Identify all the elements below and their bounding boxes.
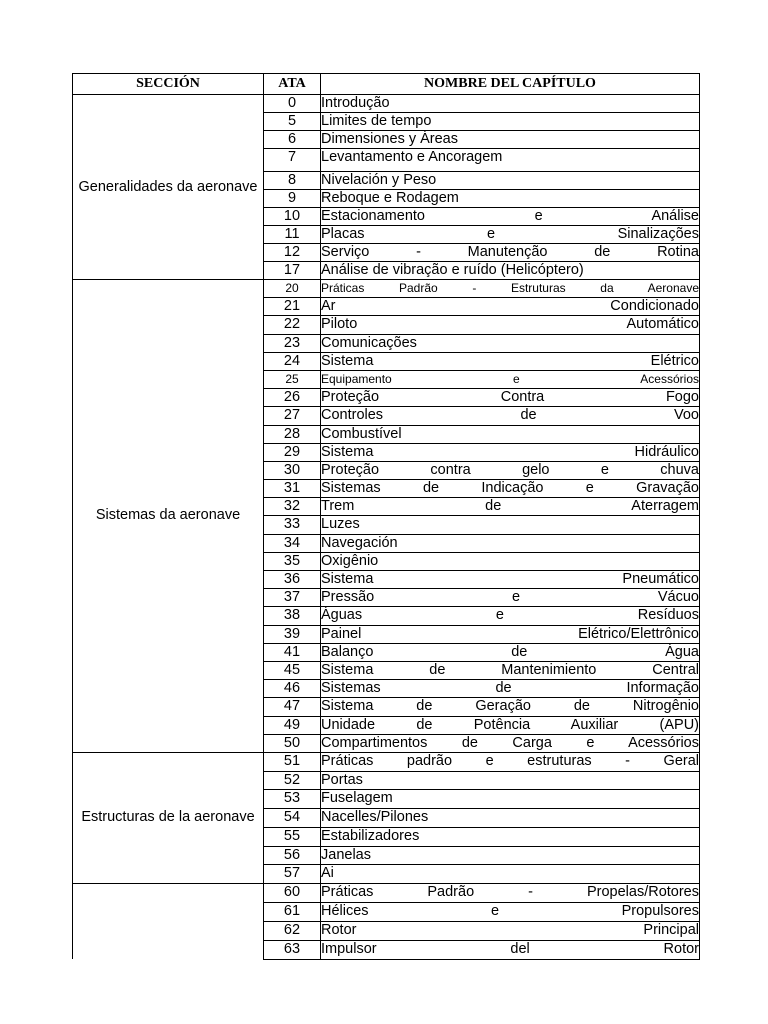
table-row bbox=[73, 95, 700, 113]
chapter-name-cell: Dimensiones y Áreas bbox=[321, 131, 700, 149]
chapter-name-cell: Compartimentos de Carga e Acessórios bbox=[321, 734, 699, 751]
ata-cell: 10 bbox=[264, 208, 321, 226]
chapter-name-cell: Oxigênio bbox=[321, 552, 700, 570]
chapter-name-cell: Piloto Automático bbox=[321, 316, 699, 333]
chapter-name-cell: Análise de vibração e ruído (Helicóptero) bbox=[321, 262, 700, 280]
section-cell bbox=[73, 883, 264, 959]
ata-cell: 52 bbox=[264, 771, 321, 789]
section-group bbox=[73, 883, 700, 959]
ata-cell: 9 bbox=[264, 190, 321, 208]
chapter-name-cell: Ai bbox=[321, 864, 700, 883]
chapter-name-cell: Sistema Elétrico bbox=[321, 352, 699, 369]
ata-cell: 30 bbox=[264, 461, 321, 479]
chapter-name-cell: Rotor Principal bbox=[321, 921, 700, 940]
chapter-name-cell: Controles de Voo bbox=[321, 407, 699, 424]
ata-cell: 46 bbox=[264, 680, 321, 698]
ata-cell: 21 bbox=[264, 298, 321, 316]
section-cell: Estructuras de la aeronave bbox=[73, 752, 264, 883]
chapter-name-cell: Proteção contra gelo e chuva bbox=[321, 461, 699, 478]
ata-cell: 57 bbox=[264, 864, 321, 883]
chapter-name-cell: Comunicações bbox=[321, 334, 700, 352]
chapter-name-cell: Introdução bbox=[321, 95, 700, 113]
chapter-name-cell: Estacionamento e Análise bbox=[321, 208, 699, 224]
section-cell: Sistemas da aeronave bbox=[73, 280, 264, 753]
chapter-name-cell: Ar Condicionado bbox=[321, 298, 699, 315]
chapter-name-cell: Portas bbox=[321, 771, 700, 789]
ata-cell: 23 bbox=[264, 334, 321, 352]
chapter-name-cell: Janelas bbox=[321, 846, 700, 864]
ata-cell: 34 bbox=[264, 534, 321, 552]
ata-cell: 12 bbox=[264, 244, 321, 262]
ata-cell: 5 bbox=[264, 113, 321, 131]
table-row bbox=[73, 883, 700, 902]
ata-cell: 27 bbox=[264, 407, 321, 425]
chapter-name-cell: Sistema Hidráulico bbox=[321, 443, 699, 460]
ata-cell: 54 bbox=[264, 808, 321, 827]
ata-cell: 62 bbox=[264, 921, 321, 940]
ata-cell: 45 bbox=[264, 661, 321, 679]
section-group bbox=[73, 280, 700, 753]
header-ata: ATA bbox=[264, 74, 321, 95]
ata-cell: 38 bbox=[264, 607, 321, 625]
chapter-name-cell: Placas e Sinalizações bbox=[321, 226, 699, 242]
ata-cell: 39 bbox=[264, 625, 321, 643]
chapter-name-cell: Nacelles/Pilones bbox=[321, 808, 700, 827]
header-section: SECCIÓN bbox=[73, 74, 264, 95]
ata-cell: 32 bbox=[264, 498, 321, 516]
section-group bbox=[73, 95, 700, 280]
ata-cell: 36 bbox=[264, 571, 321, 589]
chapter-name-cell: Práticas Padrão - Propelas/Rotores bbox=[321, 883, 700, 902]
chapter-name-cell: Trem de Aterragem bbox=[321, 498, 699, 515]
chapter-name-cell: Proteção Contra Fogo bbox=[321, 389, 699, 406]
section-cell: Generalidades da aeronave bbox=[73, 95, 264, 280]
ata-cell: 31 bbox=[264, 480, 321, 498]
ata-cell: 24 bbox=[264, 352, 321, 370]
ata-cell: 56 bbox=[264, 846, 321, 864]
ata-cell: 8 bbox=[264, 172, 321, 190]
ata-cell: 50 bbox=[264, 734, 321, 752]
ata-cell: 22 bbox=[264, 316, 321, 334]
chapter-name-cell: Sistemas de Informação bbox=[321, 680, 699, 697]
chapter-name-cell: Sistemas de Indicação e Gravação bbox=[321, 480, 699, 497]
chapter-name-cell: Unidade de Potência Auxiliar (APU) bbox=[321, 716, 699, 733]
chapter-name-cell: Hélices e Propulsores bbox=[321, 902, 700, 921]
ata-cell: 53 bbox=[264, 789, 321, 808]
ata-chapter-table bbox=[72, 73, 700, 960]
ata-cell: 33 bbox=[264, 516, 321, 534]
ata-cell: 7 bbox=[264, 149, 321, 172]
table-row bbox=[73, 752, 700, 771]
header-chapter-name: NOMBRE DEL CAPÍTULO bbox=[321, 74, 700, 95]
ata-cell: 63 bbox=[264, 940, 321, 959]
chapter-name-cell: Painel Elétrico/Elettrônico bbox=[321, 625, 699, 642]
chapter-name-cell: Levantamento e Ancoragem bbox=[321, 149, 700, 172]
chapter-name-cell: Sistema de Geração de Nitrogênio bbox=[321, 698, 699, 715]
ata-cell: 29 bbox=[264, 443, 321, 461]
ata-cell: 51 bbox=[264, 752, 321, 771]
ata-cell: 26 bbox=[264, 389, 321, 407]
chapter-name-cell: Práticas padrão e estruturas - Geral bbox=[321, 752, 700, 771]
ata-cell: 47 bbox=[264, 698, 321, 716]
chapter-name-cell: Impulsor del Rotor bbox=[321, 940, 700, 959]
chapter-name-cell: Equipamento e Acessórios bbox=[321, 370, 700, 388]
chapter-name-cell: Luzes bbox=[321, 516, 700, 534]
ata-cell: 55 bbox=[264, 827, 321, 846]
chapter-name-cell: Balanço de Água bbox=[321, 643, 699, 660]
ata-cell: 41 bbox=[264, 643, 321, 661]
ata-cell: 37 bbox=[264, 589, 321, 607]
ata-cell: 25 bbox=[264, 370, 321, 388]
chapter-name-cell: Práticas Padrão - Estruturas da Aeronave bbox=[321, 280, 700, 298]
ata-cell: 20 bbox=[264, 280, 321, 298]
chapter-name-cell: Estabilizadores bbox=[321, 827, 700, 846]
chapter-name-cell: Limites de tempo bbox=[321, 113, 700, 131]
chapter-name-cell: Nivelación y Peso bbox=[321, 172, 700, 190]
ata-cell: 28 bbox=[264, 425, 321, 443]
ata-cell: 60 bbox=[264, 883, 321, 902]
chapter-name-cell: Fuselagem bbox=[321, 789, 700, 808]
ata-cell: 61 bbox=[264, 902, 321, 921]
ata-cell: 6 bbox=[264, 131, 321, 149]
ata-cell: 49 bbox=[264, 716, 321, 734]
chapter-name-cell: Navegación bbox=[321, 534, 700, 552]
table-row bbox=[73, 280, 700, 298]
chapter-name-cell: Sistema Pneumático bbox=[321, 571, 699, 587]
ata-cell: 35 bbox=[264, 552, 321, 570]
section-group bbox=[73, 752, 700, 883]
chapter-name-cell: Sistema de Mantenimiento Central bbox=[321, 661, 699, 678]
ata-cell: 0 bbox=[264, 95, 321, 113]
ata-cell: 17 bbox=[264, 262, 321, 280]
ata-cell: 11 bbox=[264, 226, 321, 244]
chapter-name-cell: Pressão e Vácuo bbox=[321, 589, 699, 606]
header-row bbox=[73, 74, 700, 95]
chapter-name-cell: Reboque e Rodagem bbox=[321, 190, 700, 208]
chapter-name-cell: Águas e Resíduos bbox=[321, 607, 699, 624]
chapter-name-cell: Combustível bbox=[321, 425, 700, 443]
chapter-name-cell: Serviço - Manutenção de Rotina bbox=[321, 244, 699, 260]
